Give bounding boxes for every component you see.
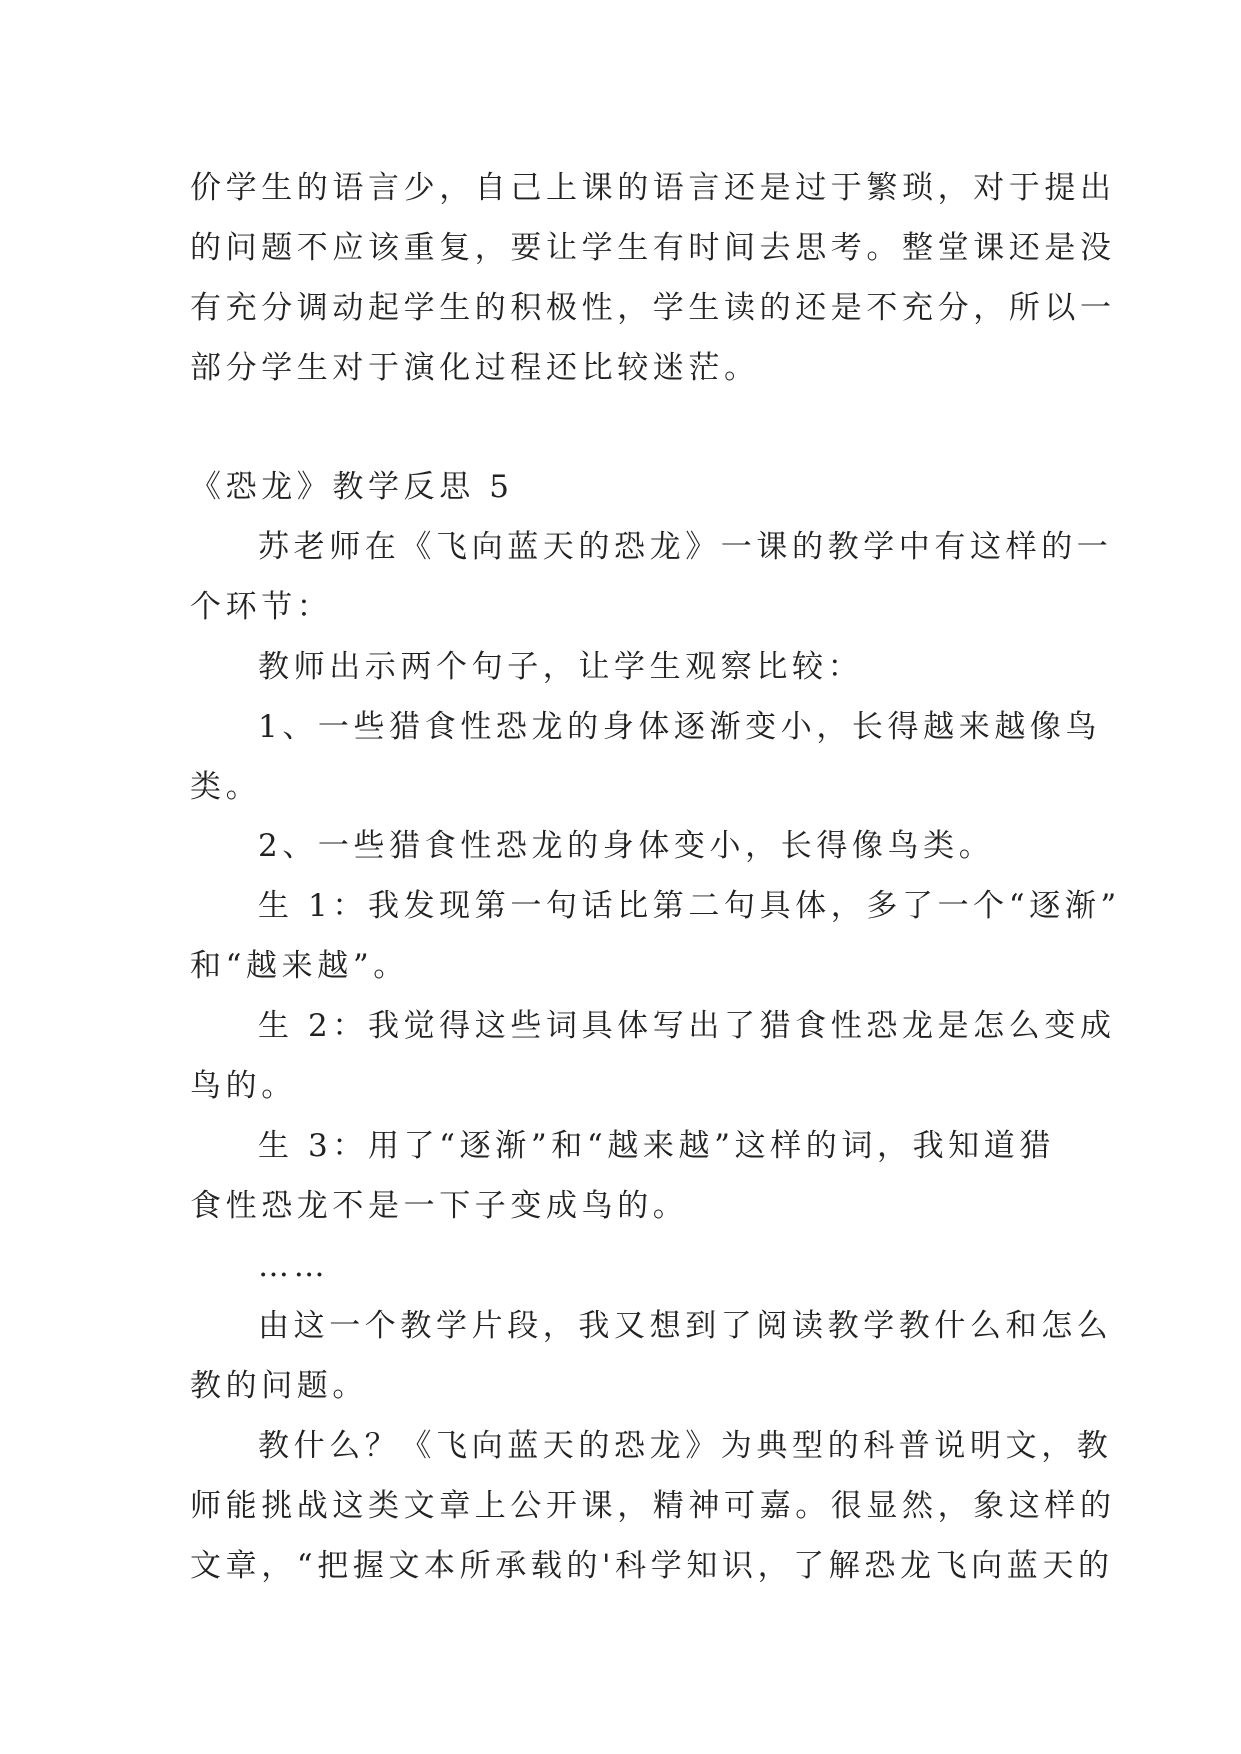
section-heading: 《恐龙》教学反思 5 <box>190 469 514 505</box>
paragraph-line: 生 2：我觉得这些词具体写出了猎食性恐龙是怎么变成 <box>258 1008 1116 1044</box>
text-line: 部分学生对于演化过程还比较迷茫。 <box>190 350 760 386</box>
paragraph-line: 文章，“把握文本所承载的'科学知识，了解恐龙飞向蓝天的 <box>190 1548 1114 1584</box>
ellipsis-line: …… <box>258 1248 330 1284</box>
paragraph-line: 生 1：我发现第一句话比第二句具体，多了一个“逐渐” <box>258 888 1121 924</box>
text-line: 的问题不应该重复，要让学生有时间去思考。整堂课还是没 <box>190 230 1116 266</box>
paragraph-line: 和“越来越”。 <box>190 948 409 984</box>
paragraph-line: 1、一些猎食性恐龙的身体逐渐变小，长得越来越像鸟 <box>258 709 1102 745</box>
text-line: 价学生的语言少，自己上课的语言还是过于繁琐，对于提出 <box>190 170 1116 206</box>
paragraph-line: 教的问题。 <box>190 1368 368 1404</box>
paragraph-line: 苏老师在《飞向蓝天的恐龙》一课的教学中有这样的一 <box>258 529 1113 565</box>
paragraph-line: 鸟的。 <box>190 1068 297 1104</box>
paragraph-line: 类。 <box>190 769 262 805</box>
text-line: 有充分调动起学生的积极性，学生读的还是不充分，所以一 <box>190 290 1116 326</box>
paragraph-line: 由这一个教学片段，我又想到了阅读教学教什么和怎么 <box>258 1308 1113 1344</box>
paragraph-line: 教师出示两个句子，让学生观察比较： <box>258 649 864 685</box>
paragraph-line: 2、一些猎食性恐龙的身体变小，长得像鸟类。 <box>258 828 995 864</box>
paragraph-line: 个环节： <box>190 589 333 625</box>
paragraph-line: 教什么？《飞向蓝天的恐龙》为典型的科普说明文，教 <box>258 1428 1113 1464</box>
paragraph-line: 食性恐龙不是一下子变成鸟的。 <box>190 1188 689 1224</box>
paragraph-line: 师能挑战这类文章上公开课，精神可嘉。很显然，象这样的 <box>190 1488 1116 1524</box>
paragraph-line: 生 3：用了“逐渐”和“越来越”这样的词，我知道猎 <box>258 1128 1055 1164</box>
